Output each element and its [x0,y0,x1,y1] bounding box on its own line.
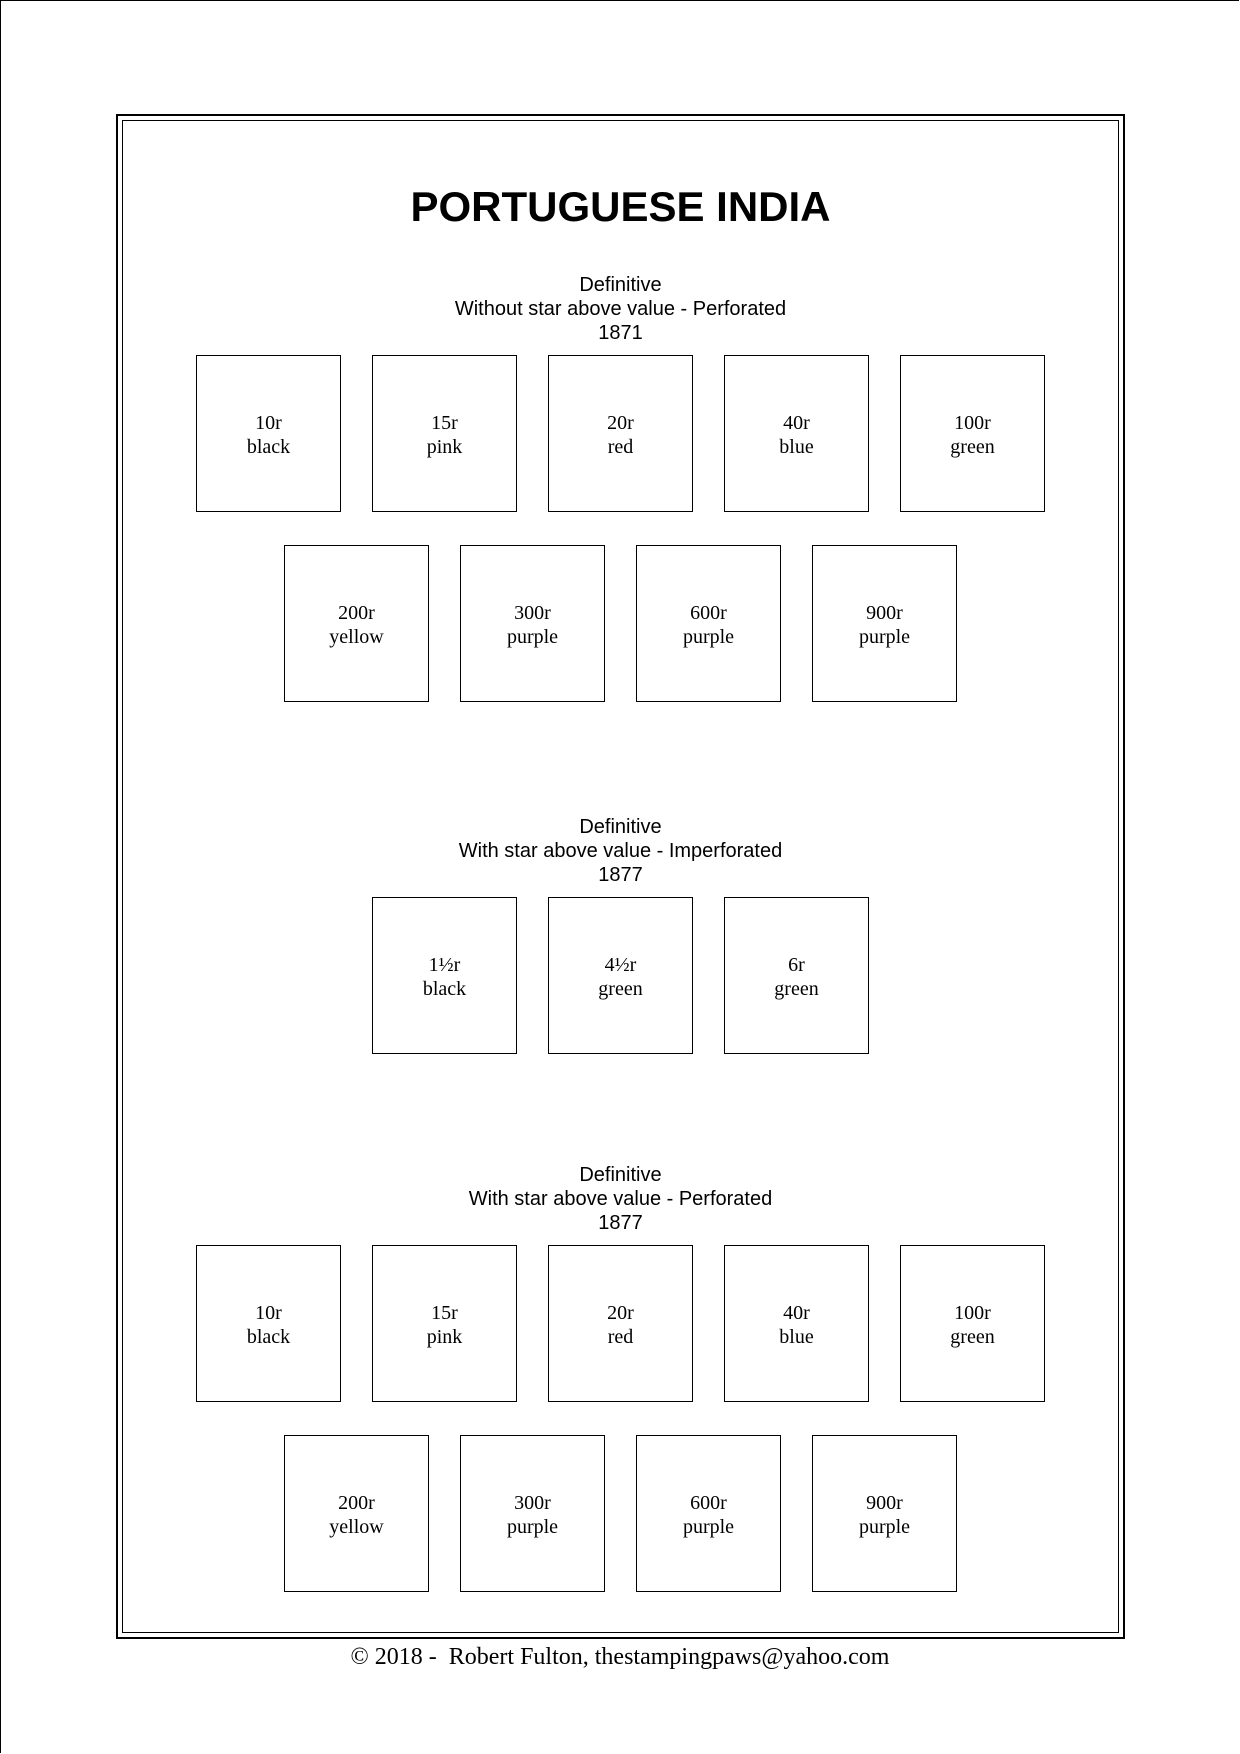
stamp-value: 20r [607,1302,634,1324]
stamp-row [123,897,1118,1054]
stamp-color: purple [682,1516,735,1538]
stamp-box [724,1245,869,1402]
stamp-value: 900r [866,1492,903,1514]
stamp-color: black [422,978,467,1000]
stamp-value: 900r [866,602,903,624]
stamp-box [724,897,869,1054]
stamp-color: green [598,978,643,1000]
stamp-color: purple [858,1516,911,1538]
stamp-box [900,355,1045,512]
stamp-box [548,1245,693,1402]
stamp-color: pink [426,1326,463,1348]
section-heading [123,273,1118,345]
stamp-color: black [246,1326,291,1348]
album-page-frame [116,114,1125,1639]
stamp-box [460,545,605,702]
page-title: PORTUGUESE INDIA [410,183,831,230]
album-page-inner-frame [122,120,1119,1633]
stamp-row [123,1245,1118,1402]
stamp-box [372,897,517,1054]
stamp-color: green [950,1326,995,1348]
stamp-value: 15r [431,412,458,434]
stamp-color: purple [858,626,911,648]
stamp-value: 100r [954,412,991,434]
stamp-color: red [607,436,634,458]
stamp-value: 600r [690,1492,727,1514]
stamp-box [372,1245,517,1402]
section-1877-imperforated [123,815,1118,1054]
stamp-value: 1½r [428,954,461,976]
stamp-box [460,1435,605,1592]
heading-line-description: With star above value - Perforated [468,1188,773,1210]
stamp-color: pink [426,436,463,458]
heading-line-description: Without star above value - Perforated [454,298,787,320]
stamp-value: 40r [783,1302,810,1324]
stamp-box [196,355,341,512]
section-heading [123,1163,1118,1235]
stamp-box [900,1245,1045,1402]
stamp-color: black [246,436,291,458]
section-1871-perforated [123,273,1118,702]
stamp-value: 300r [514,602,551,624]
stamp-box [636,1435,781,1592]
stamp-value: 20r [607,412,634,434]
stamp-box [812,545,957,702]
stamp-color: blue [779,436,814,458]
stamp-value: 200r [338,602,375,624]
stamp-value: 300r [514,1492,551,1514]
heading-line-type: Definitive [579,274,662,296]
heading-line-year: 1877 [598,864,643,886]
stamp-value: 6r [788,954,805,976]
stamp-value: 40r [783,412,810,434]
stamp-value: 10r [255,1302,282,1324]
stamp-color: green [950,436,995,458]
stamp-row [123,1435,1118,1592]
stamp-color: purple [506,626,559,648]
copyright-footer: © 2018 - Robert Fulton, thestampingpaws@yahoo.com [350,1644,890,1670]
stamp-box [548,355,693,512]
stamp-color: yellow [329,626,384,648]
heading-line-description: With star above value - Imperforated [458,840,783,862]
stamp-box [284,545,429,702]
stamp-box [284,1435,429,1592]
stamp-value: 4½r [604,954,637,976]
heading-line-type: Definitive [579,1164,662,1186]
section-heading [123,815,1118,887]
stamp-box [548,897,693,1054]
stamp-box [812,1435,957,1592]
heading-line-year: 1877 [598,1212,643,1234]
stamp-value: 600r [690,602,727,624]
stamp-value: 100r [954,1302,991,1324]
heading-line-type: Definitive [579,816,662,838]
stamp-box [636,545,781,702]
stamp-value: 10r [255,412,282,434]
stamp-value: 200r [338,1492,375,1514]
stamp-color: red [607,1326,634,1348]
stamp-value: 15r [431,1302,458,1324]
stamp-box [196,1245,341,1402]
stamp-color: purple [682,626,735,648]
stamp-color: blue [779,1326,814,1348]
stamp-box [724,355,869,512]
stamp-row [123,545,1118,702]
stamp-box [372,355,517,512]
heading-line-year: 1871 [598,322,643,344]
section-1877-perforated [123,1163,1118,1592]
stamp-color: yellow [329,1516,384,1538]
stamp-color: green [774,978,819,1000]
stamp-color: purple [506,1516,559,1538]
stamp-row [123,355,1118,512]
